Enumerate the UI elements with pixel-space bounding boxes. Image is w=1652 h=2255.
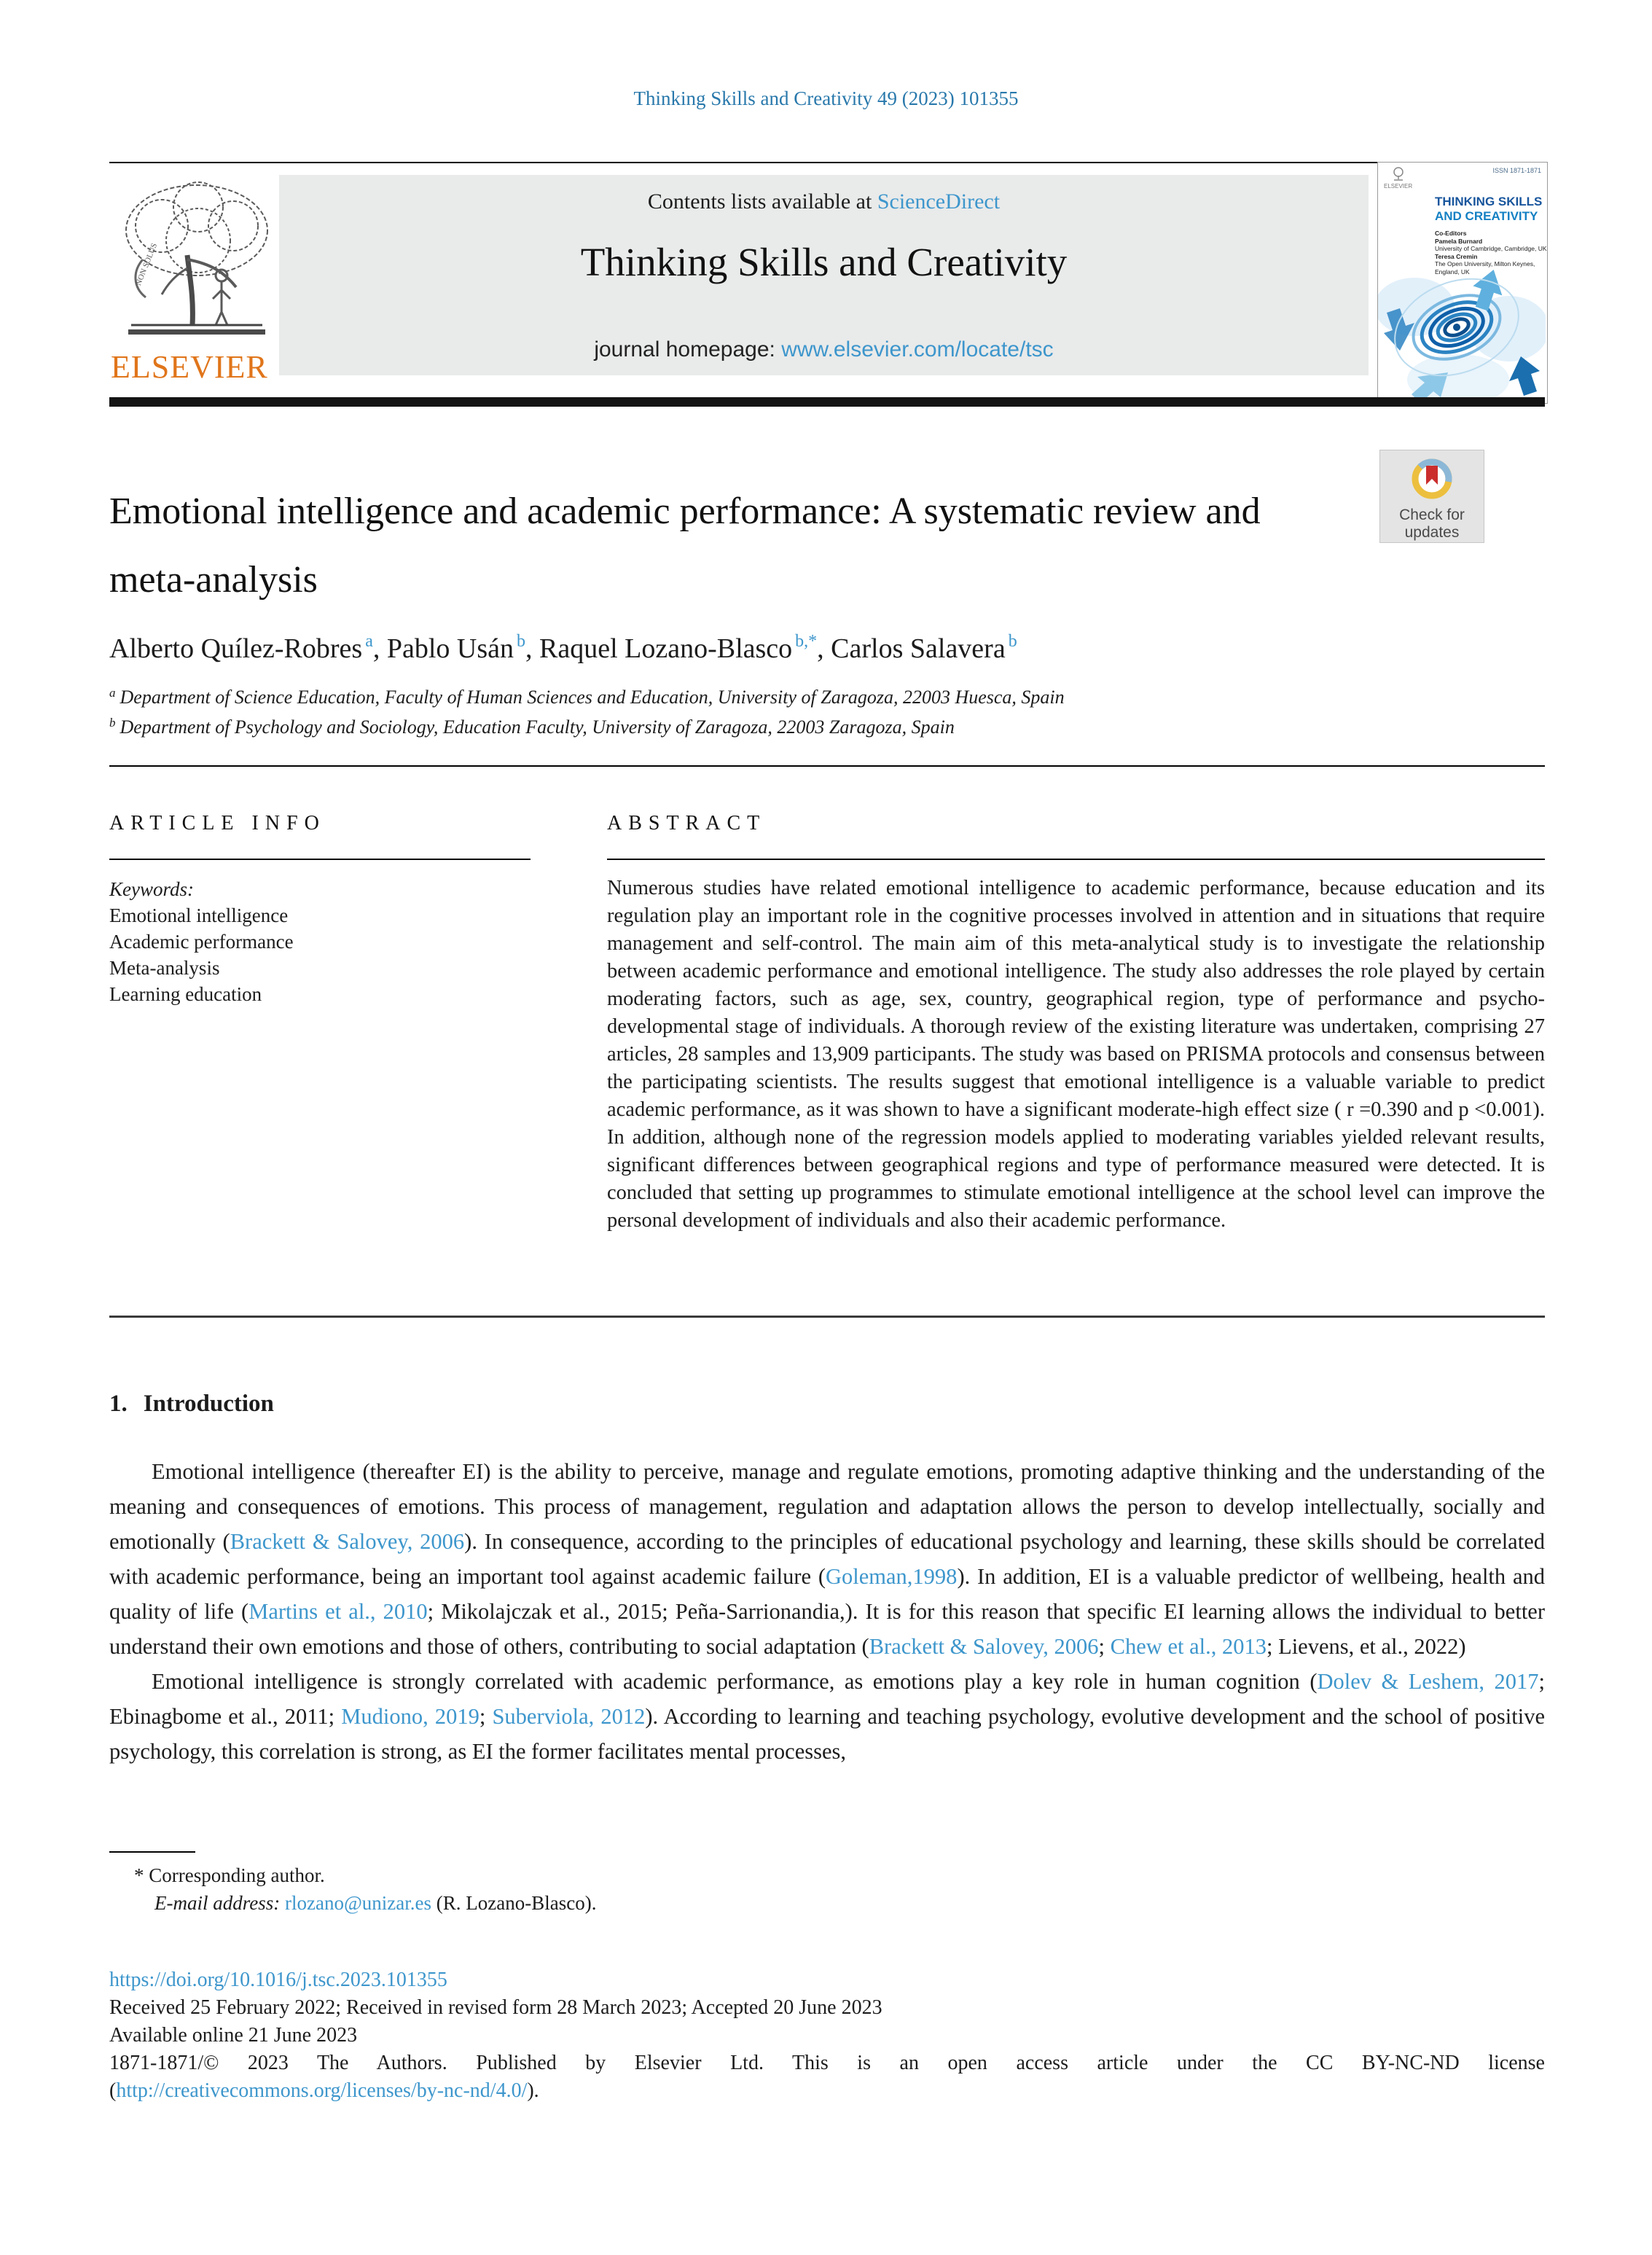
citation-link[interactable]: Dolev & Leshem, 2017 xyxy=(1317,1669,1539,1694)
affiliation-superscript: b xyxy=(109,716,116,730)
header-top-rule xyxy=(109,162,1545,163)
keywords-block xyxy=(109,876,531,1007)
abstract-column xyxy=(607,812,1545,1235)
meta-section-bottom-rule xyxy=(109,1316,1545,1318)
meta-section-top-rule xyxy=(109,765,1545,767)
corresponding-author-note: * Corresponding author. xyxy=(134,1864,325,1886)
received-line: Received 25 February 2022; Received in revised form 28 March 2023; Accepted 20 June 2023 xyxy=(109,1996,882,2019)
homepage-line xyxy=(279,337,1369,362)
intro-paragraph-2: Emotional intelligence is strongly correlated with academic performance, as emotions play a key role in human cognition (Dolev & Leshem, 2017; Ebinagbome et al., 2011; Mudiono, 2019; Suberviola, 2012). According to learning and teaching psychology, evolutive development and the school of positive psychology, this correlation is strong, as EI the former facilitates mental processes, xyxy=(109,1669,1545,1764)
author-name: Carlos Salavera xyxy=(831,633,1006,664)
affiliations xyxy=(109,684,1494,743)
abstract-text: Numerous studies have related emotional intelligence to academic performance, because education and its regulation play an important role in the cognitive processes involved in attention and in situations that require management and self-control. The main aim of this meta-analytical study is to investigate the relationship between academic performance and emotional intelligence. The study also addresses the role played by certain moderating factors, such as age, sex, country, geographical region, type of performance and psycho-developmental stage of individuals. A thorough review of the existing literature was undertaken, comprising 27 articles, 28 samples and 13,909 participants. The study was based on PRISMA protocols and consensus between the participating scientists. The results suggest that emotional intelligence is a valuable variable to predict academic performance, as it was shown to have a significant moderate-high effect size ( r =0.390 and p <0.001). In addition, although none of the regression models applied to moderating variables yielded relevant results, significant differences between geographical regions and type of performance measured were detected. It is concluded that setting up programmes to stimulate emotional intelligence at the school level can improve the personal development of individuals and also their academic performance. xyxy=(607,877,1545,1232)
contents-prefix: Contents lists available at xyxy=(647,189,877,214)
introduction-body xyxy=(109,1454,1545,1840)
cover-title-line2: AND CREATIVITY xyxy=(1435,209,1538,223)
doi-link[interactable]: https://doi.org/10.1016/j.tsc.2023.101355 xyxy=(109,1969,447,1991)
intro-paragraph-1: Emotional intelligence (thereafter EI) is the ability to perceive, manage and regulate emotions, promoting adaptive thinking and the understanding of the meaning and consequences of emotions. This process of management, regulation and adaptation allows the person to develop intellectually, socially and emotionally (Brackett & Salovey, 2006). In consequence, according to the principles of educational psychology and learning, these skills should be correlated with academic performance, being an important tool against academic failure (Goleman,1998). In addition, EI is a valuable predictor of wellbeing, health and quality of life (Martins et al., 2010; Mikolajczak et al., 2015; Peña-Sarrionandia,). It is for this reason that specific EI learning allows the individual to better understand their own emotions and those of others, contributing to social adaptation (Brackett & Salovey, 2006; Chew et al., 2013; Lievens, et al., 2022) xyxy=(109,1459,1545,1659)
author-name: Raquel Lozano-Blasco xyxy=(539,633,793,664)
citation-link[interactable]: Brackett & Salovey, 2006 xyxy=(230,1529,465,1554)
keywords-label: Keywords: xyxy=(109,878,194,900)
introduction-heading xyxy=(109,1391,1545,1418)
homepage-prefix: journal homepage: xyxy=(594,337,782,361)
elsevier-logo xyxy=(111,173,284,392)
author-superscript: b,* xyxy=(795,632,818,651)
abstract-heading: ABSTRACT xyxy=(607,812,767,835)
author-name: Alberto Quílez-Robres xyxy=(109,633,363,664)
check-for-updates-badge[interactable] xyxy=(1379,450,1484,543)
cover-top-row xyxy=(1384,167,1541,189)
footnote-block xyxy=(109,1851,1545,1917)
cover-editor2-affil: The Open University, Milton Keynes, England, UK xyxy=(1435,260,1535,275)
cover-editor2-name: Teresa Cremin xyxy=(1435,252,1478,260)
journal-cover-thumbnail xyxy=(1377,162,1548,404)
abstract-rule xyxy=(607,859,1545,860)
publication-footer xyxy=(109,1966,1545,2105)
keyword-item: Meta-analysis xyxy=(109,957,220,979)
keyword-item: Academic performance xyxy=(109,931,294,953)
article-info-heading: ARTICLE INFO xyxy=(109,812,326,835)
cover-elsevier-label: ELSEVIER xyxy=(1384,183,1413,189)
citation-link[interactable]: Brackett & Salovey, 2006 xyxy=(869,1634,1099,1659)
cover-elsevier-mini xyxy=(1384,167,1412,189)
badge-text xyxy=(1380,507,1484,542)
contents-line xyxy=(279,189,1369,214)
email-label: E-mail address: xyxy=(154,1892,281,1914)
keywords-list xyxy=(109,902,531,1007)
elsevier-wordmark: ELSEVIER xyxy=(111,349,268,385)
article-info-rule xyxy=(109,859,531,860)
article-info-column xyxy=(109,812,531,1007)
journal-banner xyxy=(279,175,1369,375)
badge-line2: updates xyxy=(1404,524,1460,541)
cover-editors xyxy=(1435,230,1547,275)
author-superscript: a xyxy=(365,632,373,651)
available-line: Available online 21 June 2023 xyxy=(109,2024,358,2047)
affiliation-line xyxy=(109,714,1494,743)
citation-link[interactable]: Suberviola, 2012 xyxy=(492,1704,646,1729)
affiliation-text: Department of Psychology and Sociology, Education Faculty, University of Zaragoza, 22003 Zaragoza, Spain xyxy=(120,716,955,738)
non-solus-motto: NON SOLUS xyxy=(134,242,160,287)
citation-link[interactable]: Goleman,1998 xyxy=(826,1564,958,1589)
journal-citation: Thinking Skills and Creativity 49 (2023) 101355 xyxy=(633,87,1019,109)
cover-swirl-art xyxy=(1378,263,1546,403)
copyright-line: 1871-1871/© 2023 The Authors. Published by Elsevier Ltd. This is an open access article under the CC BY-NC-ND license xyxy=(109,2052,1545,2074)
license-line xyxy=(109,2077,1545,2105)
article-title: Emotional intelligence and academic performance: A systematic review and meta-analysis xyxy=(109,491,1261,601)
license-prefix: ( xyxy=(109,2079,117,2102)
cover-title xyxy=(1435,195,1542,224)
section-number: 1. xyxy=(109,1391,128,1417)
introduction-section xyxy=(109,1391,1545,1840)
badge-line1: Check for xyxy=(1399,507,1465,523)
email-suffix: (R. Lozano-Blasco). xyxy=(431,1892,597,1914)
cover-editor1-name: Pamela Burnard xyxy=(1435,237,1483,245)
author-line: Alberto Quílez-Robres $^a$, Pablo Usán $^b$, Raquel Lozano-Blasco $^{b,*}$, Carlos Salavera $^b$ xyxy=(109,632,1017,664)
cover-editor1-affil: University of Cambridge, Cambridge, UK xyxy=(1435,245,1547,252)
affiliation-line xyxy=(109,684,1494,714)
cover-coeditors-label: Co-Editors xyxy=(1435,230,1467,237)
cover-issn: ISSN 1871-1871 xyxy=(1492,167,1541,174)
homepage-link[interactable]: www.elsevier.com/locate/tsc xyxy=(781,337,1054,361)
keyword-item: Emotional intelligence xyxy=(109,904,289,926)
citation-link[interactable]: Martins et al., 2010 xyxy=(248,1599,428,1624)
email-line xyxy=(109,1889,1545,1917)
license-link[interactable]: http://creativecommons.org/licenses/by-nc-nd/4.0/ xyxy=(116,2079,528,2102)
header-divider-bar xyxy=(109,397,1545,407)
citation-link[interactable]: Mudiono, 2019 xyxy=(341,1704,479,1729)
journal-title: Thinking Skills and Creativity xyxy=(580,240,1068,284)
crossmark-icon xyxy=(1408,455,1456,503)
email-link[interactable]: rlozano@unizar.es xyxy=(284,1892,432,1914)
keyword-item: Learning education xyxy=(109,983,262,1005)
footnote-rule xyxy=(109,1851,195,1853)
author-superscript: b xyxy=(517,632,525,651)
affiliation-superscript: a xyxy=(109,686,116,700)
citation-link[interactable]: Chew et al., 2013 xyxy=(1110,1634,1267,1659)
sciencedirect-link[interactable]: ScienceDirect xyxy=(877,189,1001,214)
section-title: Introduction xyxy=(143,1391,274,1417)
author-name: Pablo Usán xyxy=(386,633,514,664)
affiliation-text: Department of Science Education, Faculty of Human Sciences and Education, University of Zaragoza, 22003 Huesca, Spain xyxy=(120,687,1065,708)
author-superscript: b xyxy=(1008,632,1017,651)
cover-title-line1: THINKING SKILLS xyxy=(1435,195,1543,208)
license-suffix: ). xyxy=(527,2079,539,2102)
elsevier-tree-logo xyxy=(111,173,284,345)
